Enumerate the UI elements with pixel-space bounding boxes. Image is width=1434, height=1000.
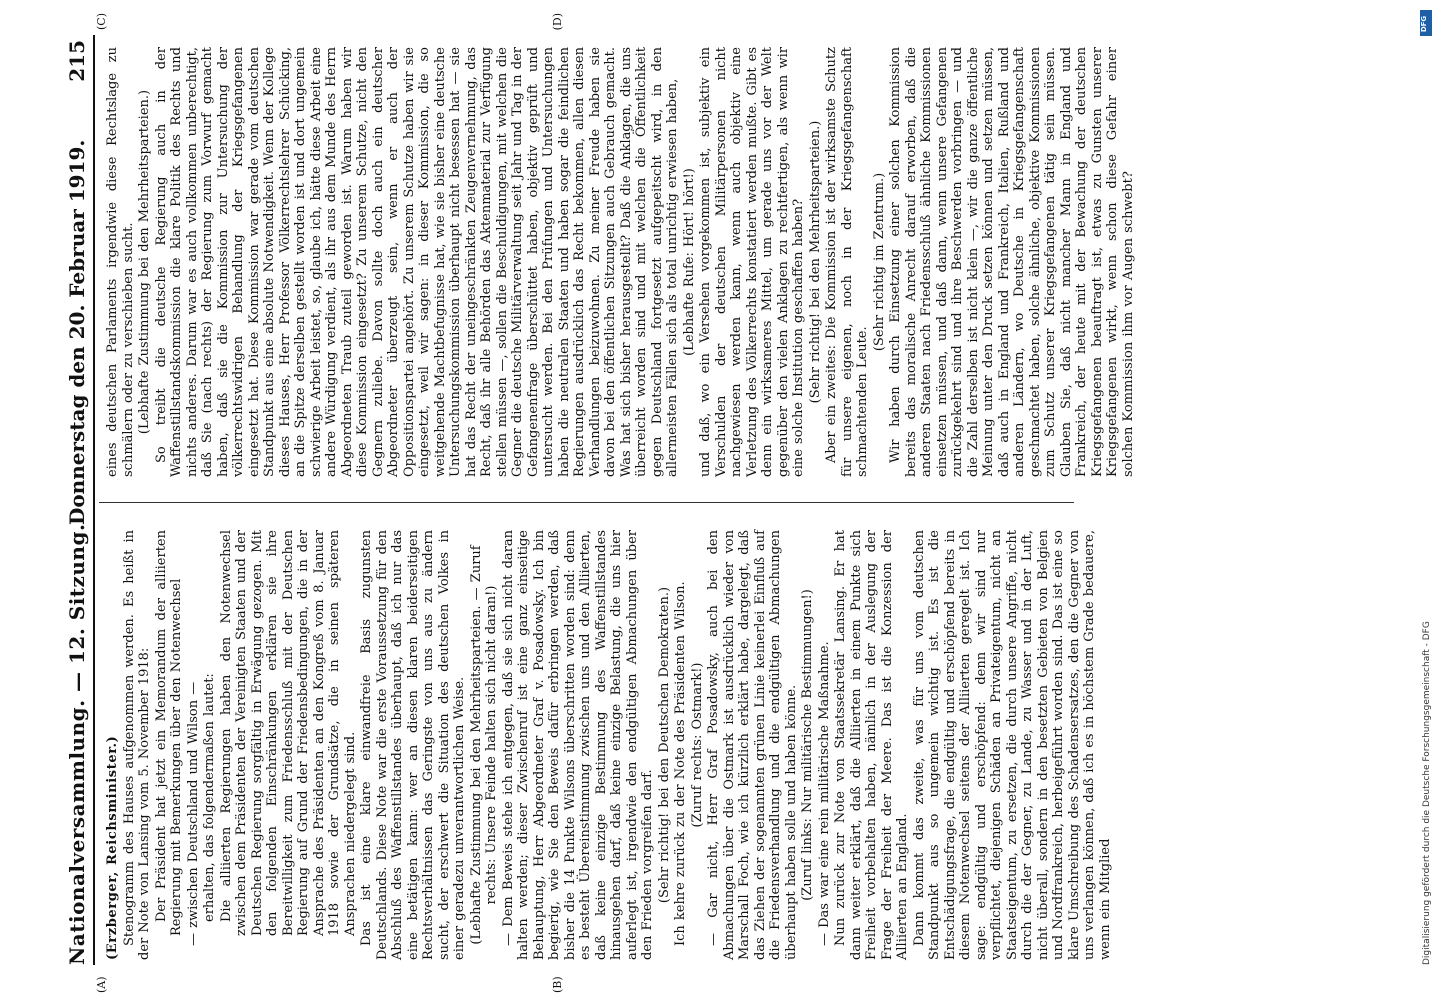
interjection: (Sehr richtig! bei den Deutschen Demokraten.): [656, 586, 672, 904]
interjection: (Lebhafte Zustimmung bei den Mehrheitsparteien.): [137, 89, 152, 435]
interjection: (Lebhafte Rufe: Hört! hört!): [681, 168, 697, 356]
paragraph: Ich kehre zurück zu der Note des Präsidenten Wilson.: [673, 581, 688, 946]
paragraph: Stenogramm des Hauses aufgenommen werden. Es heißt in der Note von Lansing vom 5. November 1918:: [121, 530, 152, 960]
paragraph: Das ist eine klare einwandfreie Basis zugunsten Deutschlands. Diese Note war die erste Voraussetzung für den Abschluß des Waffenstillstandes überhaupt, daß ich nur das eine betätigen kann: wer an diesen klaren beiderseitigen Rechtsverhältnissen das Geringste von uns aus zu ändern sucht, der erschwert die Situation des deutschen Volkes in einer geradezu unverantwortlichen Weise.: [359, 530, 467, 960]
dfg-logo-text: DFG: [1420, 15, 1429, 33]
document-page: [61, 13, 1136, 993]
interjection: (Lebhafte Zustimmung bei den Mehrheitsparteien. — Zuruf rechts: Unsere Feinde halten sich nicht daran!): [468, 545, 499, 945]
margin-letter-b: (B): [551, 976, 564, 993]
interjection: (Zuruf rechts: Ostmark!): [689, 662, 705, 828]
right-column: [105, 47, 1137, 477]
header-rule: [93, 35, 95, 965]
paragraph: und daß, wo ein Versehen vorgekommen ist, subjektiv ein Verschulden der deutschen Militärpersonen nicht nachgewiesen werden kann, wenn auch objektiv eine Verletzung des Völkerrechts konstatiert werden mußte. Gibt es denn ein wirksameres Mittel, um gerade uns vor der Welt gegenüber den vielen Anklagen zu rechtfertigen, als wenn wir eine solche Institution geschaffen haben?: [698, 47, 806, 477]
column-separator: [99, 502, 1074, 503]
paragraph: eines deutschen Parlaments irgendwie diese Rechtslage zu schmälern oder zu verschieben sucht.: [105, 47, 136, 477]
paragraph: Aber ein zweites: Die Kommission ist der wirksamste Schutz für unsere eigenen, noch in der Kriegsgefangenschaft schmachtenden Leute.: [824, 47, 870, 477]
paragraph: Nun zurück zur Note von Staatssekretär Lansing. Er hat dann weiter erklärt, daß die Alliierten in einem Punkte sich Freiheit vorbehalten haben, nämlich in der Auslegung der Frage der Freiheit der Meere. Das ist die Konzession der Alliierten an England.: [833, 530, 910, 960]
dfg-logo: [1420, 10, 1432, 36]
paragraph: — Das war eine rein militärische Maßnahme.: [816, 641, 832, 946]
margin-letter-d: (D): [551, 13, 564, 31]
page-header: [61, 35, 95, 965]
speaker-label: (Erzberger, Reichsminister.): [105, 735, 120, 960]
header-date: Donnerstag den 20. Februar 1919.: [65, 139, 89, 525]
paragraph: — Dem Beweis stehe ich entgegen, daß sie sich nicht daran halten werden; dieser Zwischenruf ist eine ganz einseitige Behauptung, Herr Abgeordneter Graf v. Posadowsky. Ich bin begierig, wie Sie den Beweis dafür erbringen werden, daß bisher die 14 Punkte Wilsons überschritten worden sind: denn es besteht Übereinstimmung zwischen uns und den Alliierten, daß keine einzige Bestimmung des Waffenstillstandes hinausgehen darf, daß keine einzige Belastung, die uns hier auferlegt ist, irgendwie den endgültigen Abmachungen über den Frieden vorgreifen darf.: [500, 530, 655, 960]
interjection: (Sehr richtig! bei den Mehrheitsparteien.): [807, 120, 823, 404]
paragraph: So treibt die deutsche Regierung auch in der Waffenstillstandskommission die klare Politik des Rechts und nichts anderes. Darum war es auch vollkommen unberechtigt, daß Sie (nach rechts) der Regierung zum Vorwurf gemacht haben, daß sie die Kommission zur Untersuchung der völkerrechtswidrigen Behandlung der Kriegsgefangenen eingesetzt hat. Diese Kommission war gerade vom deutschen Standpunkt aus eine absolute Notwendigkeit. Wenn der Kollege dieses Hauses, Herr Professor Völkerrechtslehrer Schücking, an die Spitze derselben gestellt worden ist und dort ungemein schwierige Arbeit leistet, so, glaube ich, hätte diese Arbeit eine andere Würdigung verdient, als ihr aus dem Munde des Herrn Abgeordneten Traub zuteil geworden ist. Warum haben wir diese Kommission eingesetzt? Zu unserem Schutze, nicht den Gegnern zuliebe. Davon sollte doch auch ein deutscher Abgeordneter überzeugt sein, wenn er auch der Oppositionspartei angehört. Zu unserem Schutze haben wir sie eingesetzt, weil wir sagen: in dieser Kommission, die so weitgehende Machtbefugnisse hat, wie sie bisher eine deutsche Untersuchungskommission überhaupt nicht besessen hat — sie hat das Recht der uneingeschränkten Zeugenvernehmung, das Recht, daß ihr alle Behörden das Aktenmaterial zur Verfügung stellen müssen —, sollen die Beschuldigungen, mit welchen die Gegner die deutsche Militärverwaltung seit Jahr und Tag in der Gefangenenfrage überschüttet haben, objektiv geprüft und untersucht werden. Bei den Prüfungen und Untersuchungen haben die neutralen Staaten und haben sogar die feindlichen Regierungen ausdrücklich das Recht bekommen, allen diesen Verhandlungen beizuwohnen. Zu meiner Freude haben sie davon bei den öffentlichen Sitzungen auch Gebrauch gemacht. Was hat sich bisher herausgestellt? Daß die Anklagen, die uns überreicht worden sind und mit welchen die Öffentlichkeit gegen Deutschland fortgesetzt aufgepeitscht wird, in den allermeisten Fällen sich als total unrichtig erwiesen haben,: [153, 47, 680, 477]
paragraph: — zwischen Deutschland und Wilson —: [185, 681, 201, 946]
interjection: (Zuruf links: Nur militärische Bestimmungen!): [800, 589, 815, 901]
paragraph: Dann kommt das zweite, was für uns vom deutschen Standpunkt aus so ungemein wichtig ist. Es ist die Entschädigungsfrage, die endgültig und erschöpfend bereits in diesem Notenwechsel seitens der Alliierten geregelt ist. Ich sage: endgültig und erschöpfend: denn wir sind nur verpflichtet, diejenigen Schäden an Privateigentum, nicht an Staatseigentum, zu ersetzen, die durch unsere Angriffe, nicht durch die der Gegner, zu Lande, zu Wasser und in der Luft, nicht überall, sondern in den besetzten Gebieten von Belgien und Nordfrankreich, herbeigeführt worden sind. Das ist eine so klare Umschreibung des Schadensersatzes, den die Gegner von uns verlangen können, daß ich es in höchstem Grade bedauere, wenn ein Mitglied: [911, 530, 1113, 960]
quote-paragraph: Der Präsident hat jetzt ein Memorandum der alliierten Regierung mit Bemerkungen über den Notenwechsel: [153, 530, 184, 936]
page-number: 215: [65, 40, 89, 82]
quote-paragraph: erhalten, das folgendermaßen lautet:: [202, 673, 217, 922]
margin-letter-c: (C): [95, 13, 108, 30]
interjection: (Sehr richtig im Zentrum.): [871, 172, 887, 352]
digitization-note: Digitalisierung gefördert durch die Deutsche Forschungsgemeinschaft - DFG: [1422, 621, 1432, 965]
paragraph: — Gar nicht, Herr Graf Posadowsky, auch bei den Abmachungen über die Ostmark ist ausdrücklich wieder von Marschall Foch, wie ich kürzlich erklärt habe, dargelegt, daß das Ziehen der sogenannten grünen Linie keinerlei Einfluß auf die Friedensverhandlung und die endgültigen Abmachungen überhaupt haben solle und haben könne.: [706, 530, 799, 960]
left-column: [105, 530, 1114, 960]
margin-letter-a: (A): [95, 976, 108, 993]
header-session: Nationalversammlung. — 12. Sitzung.: [65, 523, 89, 965]
quote-paragraph: Die alliierten Regierungen haben den Notenwechsel zwischen dem Präsidenten der Vereinigten Staaten und der Deutschen Regierung sorgfältig in Erwägung gezogen. Mit den folgenden Einschränkungen erklären sie ihre Bereitwilligkeit zum Friedensschluß mit der Deutschen Regierung auf Grund der Friedensbedingungen, die in der Ansprache des Präsidenten an den Kongreß vom 8. Januar 1918 sowie der Grundsätze, die in seinen späteren Ansprachen niedergelegt sind.: [218, 530, 358, 936]
paragraph: Wir haben durch Einsetzung einer solchen Kommission bereits das moralische Anrecht darauf erworben, daß die anderen Staaten nach Friedensschluß ähnliche Kommissionen einsetzen müssen, und daß dann, wenn unsere Gefangenen zurückgekehrt sind und ihre Beschwerden vorbringen — und die Zahl derselben ist nicht klein —, wir die ganze öffentliche Meinung unter den Druck setzen können und setzen müssen, daß auch in England und Frankreich, Italien, Rußland und anderen Ländern, wo Deutsche in Kriegsgefangenschaft geschmachtet haben, solche ähnliche, objektive Kommissionen zum Schutz unserer Kriegsgefangenen tätig sein müssen. Glauben Sie, daß nicht mancher Mann in England und Frankreich, der heute mit der Bewachung der deutschen Kriegsgefangenen beauftragt ist, etwas zu Gunsten unserer Kriegsgefangenen wirkt, wenn schon diese Gefahr einer solchen Kommission ihm vor Augen schwebt?: [888, 47, 1136, 477]
